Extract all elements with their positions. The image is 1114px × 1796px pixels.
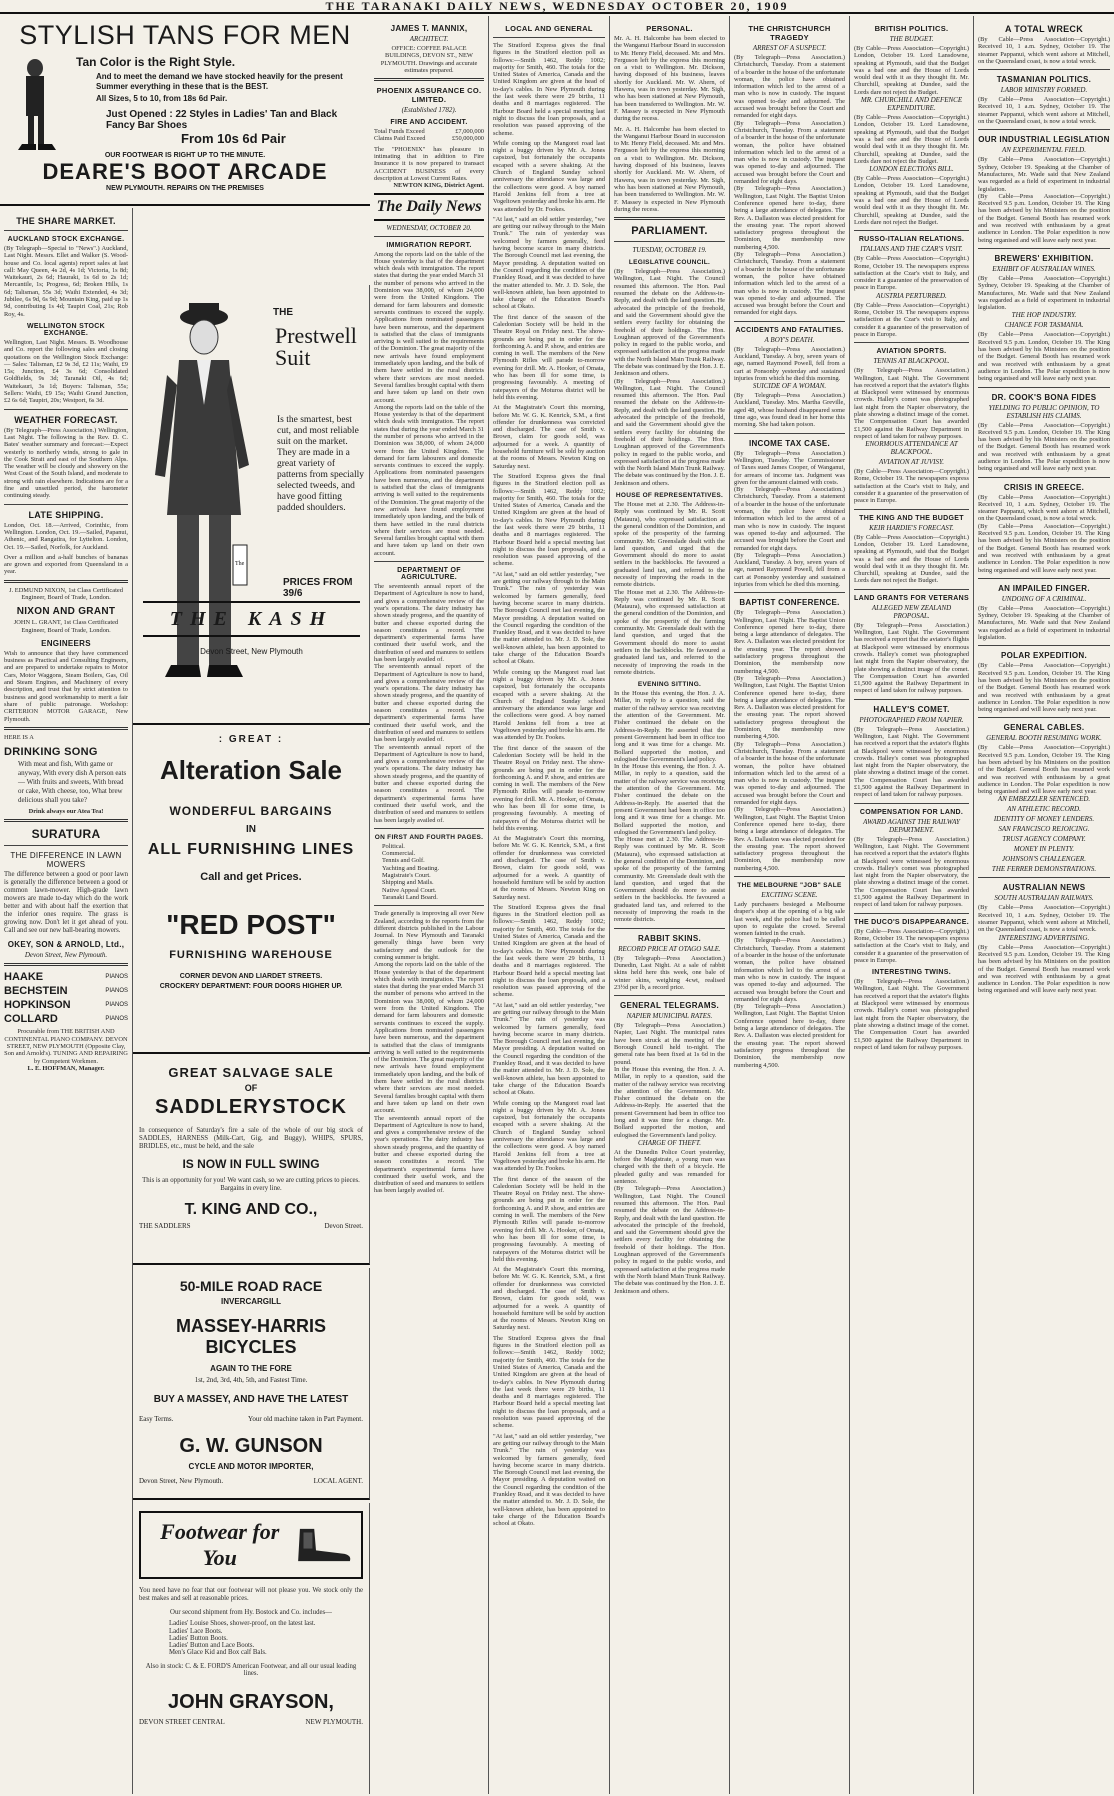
piano-bechstein: PIANOS BECHSTEIN [4, 985, 128, 998]
salvage-sale-ad [133, 1057, 370, 1265]
agriculture-text-cont: The seventeenth annual report of the Department of Agriculture is now to hand, and gives a comprehensive review of the year's operations. The dairy industry has shown steady progress, and the quantity of butter and cheese exported during the season constitutes a record. The department's experimental farms have continued their useful work, and the distribution of seed and manures to settlers has been largely availed of. [374, 663, 484, 744]
personal-text-cont: Mr. A. H. Halcombe has been elected to the Wanganui Harbour Board in succession to Mr. Henry Field, deceased. Mr. and Mrs. Ferguson left by the express this morning on a visit to Wellington. Mr. Dickson, having disposed of his business, leaves shortly for Auckland. Mr. W. Ahern, of Hawera, was in town yesterday. Mr. Sigh, who has been stationed at New Plymouth, has been transferred to Wellington. Mr. W. F. Massey is expected in New Plymouth during the recess. [614, 125, 725, 213]
boys-death-text: (By Telegraph—Press Association.) Auckland, Tuesday. A boy, seven years of age, named Raymond Powell, fell from a cart at Ponsonby yesterday and sustained injuries from which he died this morning. [734, 345, 845, 382]
tasmania-chance-sub: CHANCE FOR TASMANIA. [1004, 321, 1084, 330]
tasmanian-text: (By Cable—Press Association—Copyright.) Received 10, 1 a.m. Sydney, October 19. The steamer Pappanui, which went ashore at Mitchell, on the Queensland coast, is now a total wreck. [978, 96, 1110, 126]
alter-corner: CORNER DEVON AND LIARDET STREETS. [179, 973, 323, 980]
income-tax-text: (By Telegraph—Press Association.) Wellington, Tuesday. The Commissioner of Taxes sued James Cooper, of Wanganui, for arrears of income tax. Judgment was given for the amount claimed with costs. [734, 449, 845, 486]
nixon-credential: J. EDMUND NIXON, 1st Class Certificated Engineer, Board of Trade, London. [9, 586, 123, 601]
piano-company-text: Procurable from THE BRITISH AND CONTINENTAL PIANO COMPANY. DEVON STREET, NEW PLYMOUTH (Opposite Clay, Son and Arnold's). TUNING AND REPAIRING by Competent Workmen. [4, 1028, 128, 1065]
alter-crockery: CROCKERY DEPARTMENT: FOUR DOORS HIGHER UP. [159, 983, 343, 990]
okey-son-arnold: OKEY, SON & ARNOLD, Ltd., [7, 940, 125, 950]
prestwell-suit-ad [133, 285, 370, 725]
industrial-legislation-heading: OUR INDUSTRIAL LEGISLATION [978, 135, 1110, 145]
rabbit-skins-text: (By Telegraph—Press Association.) Dunedin, Last Night. At a sale of rabbit skins held here this week, one bale of winter skins, weighing 4cwt, realised 23½d per lb, a record price. [614, 954, 725, 991]
hop-text: (By Cable—Press Association—Copyright.) Received 9.5 p.m. London, October 19. The King has been advised by his Ministers on the position of the Budget. General Booth has resumed work and was received with enthusiasm by a great audience in London. The Polar expedition is now being organised and will leave early next year. [978, 331, 1110, 383]
suicide-sub: SUICIDE OF A WOMAN. [752, 382, 827, 391]
wellington-exchange-text: Wellington, Last Night. Messrs. B. Woodhouse and Co. report the following sales and closing quotations on the Wellington Stock Exchange:— Sales: Talisman, £2 9s 3d, £2 11s; Waihi, £9 15s; Junction, £4 3s 6d; Consolidated Goldfields, 9s 3d; Taranaki Oil, 4s 6d; Waitekauri, 3s 1d; Buyers: Talisman, 55s; Sellers: Waihi, £9 15s; Waihi Grand Junction, £2 6s 6d; Taupiri, 20s; Westport, 6s 3d. [4, 338, 128, 405]
personal-heading: PERSONAL. [646, 24, 693, 33]
local-text-14: The first dance of the season of the Caledonian Society will be held in the Theatre Royal on Friday next. The show-grounds are being put in order for the forthcoming A. and P. show, and entries are coming in well. The members of the New Plymouth Rifles will parade to-morrow evening for drill. Mr. A. Hooker, of Omata, who has been ill for some time, is progressing favourably. A meeting of ratepayers of the Moturoa district will be held this evening. [493, 1175, 605, 1263]
napier-rates-heading: NAPIER MUNICIPAL RATES. [626, 1012, 713, 1021]
boys-death-sub: A BOY'S DEATH. [764, 335, 815, 344]
mannix-title: ARCHITECT. [409, 35, 449, 43]
russo-italian-text: (By Cable—Press Association—Copyright.) Rome, October 19. The newspapers express satisfaction at the Czar's visit to Italy, and consider it a guarantee of the preservation of peace in Europe. [854, 255, 969, 292]
arrest-sub: ARREST OF A SUSPECT. [752, 44, 827, 52]
churchill-text: (By Cable—Press Association—Copyright.) London, October 19. Lord Lansdowne, speaking at Plymouth, said that the Budget was a bad one and the House of Lords would deal with it as they thought fit. Mr. Churchill, speaking at Dundee, said the Lords dare not reject the Budget. [854, 114, 969, 165]
criminal-sub: UNDOING OF A CRIMINAL. [1001, 594, 1087, 603]
agriculture-text: The seventeenth annual report of the Department of Agriculture is now to hand, and gives a comprehensive review of the year's operations. The dairy industry has shown steady progress, and the quantity of butter and cheese exported during the season constitutes a record. The department's experimental farms have continued their useful work, and the distribution of seed and manures to settlers has been largely availed of. [374, 583, 484, 663]
grayson-address: DEVON STREET CENTRAL NEW PLYMOUTH. [139, 1718, 363, 1727]
advertising-text: (By Cable—Press Association—Copyright.) Received 9.5 p.m. London, October 19. The King has been advised by his Ministers on the position of the Budget. General Booth has resumed work and was received with enthusiasm by a great audience in London. The Polar expedition is now being organised and will leave early next year. [978, 943, 1110, 995]
song-pre: HERE IS A [4, 733, 34, 741]
trade-text-cont2: The seventeenth annual report of the Department of Agriculture is now to hand, and gives a comprehensive review of the year's operations. The dairy industry has shown steady progress, and the quantity of butter and cheese exported during the season constitutes a record. The department's experimental farms have continued their useful work, and the distribution of seed and manures to settlers has been largely availed of. [374, 1114, 484, 1195]
australian-news-heading: AUSTRALIAN NEWS [1002, 883, 1086, 893]
phoenix-claims: Claims Paid Exceed £50,000,000 [374, 135, 484, 143]
money-lenders-sub: IDENTITY OF MONEY LENDERS. [993, 815, 1095, 824]
stylish-tans-ad [0, 16, 370, 206]
agriculture-heading: DEPARTMENT OF AGRICULTURE. [397, 567, 461, 582]
mh-again: AGAIN TO THE FORE [210, 1364, 292, 1373]
footwear-item: Ladies' Button Boots. [169, 1634, 228, 1642]
crisis-greece-text-cont: (By Cable—Press Association—Copyright.) Received 9.5 p.m. London, October 19. The King has been advised by his Ministers on the position of the Budget. General Booth has resumed work and was received with enthusiasm by a great audience in London. The Polar expedition is now being organised and will leave early next year. [978, 522, 1110, 574]
phoenix-established: (Established 1782). [401, 106, 457, 115]
keir-hardie-sub: KEIR HARDIE'S FORECAST. [869, 523, 954, 532]
pages-heading: ON FIRST AND FOURTH PAGES. [374, 833, 484, 841]
rabbit-skins-sub: RECORD PRICE AT OTAGO SALE. [618, 944, 721, 953]
local-text-17: "At last," said an old settler yesterday, "we are getting our railway through to the Main Trunk." The rain of yesterday was welcomed by farmers generally, feed having become scarce in many districts. The Borough Council met last evening, the Mayor presiding. A deputation waited on the Council regarding the condition of the Frankley Road, and it was decided to have the matter attended to. Mr. J. D. Sole, the well-known athlete, has been appointed to take charge of the Education Board's school at Okato. [493, 1432, 605, 1528]
local-text-12: "At last," said an old settler yesterday, "we are getting our railway through to the Main Trunk." The rain of yesterday was welcomed by farmers generally, feed having become scarce in many districts. The Borough Council met last evening, the Mayor presiding. A deputation waited on the Council regarding the condition of the Frankley Road, and it was decided to have the matter attended to. Mr. J. D. Sole, the well-known athlete, has been appointed to take charge of the Education Board's school at Okato. [493, 1001, 605, 1097]
legislative-council-text: (By Telegraph—Press Association.) Wellington, Last Night. The Council resumed this afternoon. The Hon. Paul resumed the debate on the Address-in-Reply, and dealt with the land question. He advocated the principle of the freehold, and said the Government should give the settlers every facility for obtaining the freehold of their holdings. The Hon. Loughnan approved of the Government's policy in regard to the public works, and expressed satisfaction at the progress made with the North Island Main Trunk Railway. The debate was continued by the Hon. J. E. Jenkinson and others. [614, 268, 725, 378]
immigration-heading: IMMIGRATION REPORT. [386, 241, 472, 249]
piano-hopkinson: PIANOS HOPKINSON [4, 999, 128, 1012]
johnsons-challenger-sub: JOHNSON'S CHALLENGER. [1002, 855, 1086, 864]
tragedy-text-cont: (By Telegraph—Press Association.) Christchurch, Tuesday. From a statement of a boarder in the house of the unfortunate woman, the police have obtained information which led to the arrest of a man who is now in custody. The inquest was opened to-day and adjourned. The accused was brought before the Court and remanded for eight days. [734, 119, 845, 186]
russo-italian-heading: RUSSO-ITALIAN RELATIONS. [858, 236, 965, 244]
aviation-heading: AVIATION SPORTS. [876, 348, 947, 356]
local-text-15: At the Magistrate's Court this morning, before Mr. W. G. K. Kenrick, S.M., a first offender for drunkenness was convicted and discharged. The case of Smith v. Brown, claim for goods sold, was adjourned for a week. A quantity of household furniture will be sold by auction at the rooms of Messrs. Newton King on Saturday next. [493, 1266, 605, 1332]
crisis-greece-text: (By Cable—Press Association—Copyright.) Received 10, 1 a.m. Sydney, October 19. The steamer Pappanui, which went ashore at Mitchell, on the Queensland coast, is now a total wreck. [978, 493, 1110, 523]
local-text-11: The Stratford Express gives the final figures in the Stratford election poll as follows:—Smith 1462, Reddy 1002; majority for Smith, 460. The totals for the United States of America, Canada and the United Kingdom are given at the head of to-day's cables. In New Plymouth during the last week there were 29 births, 11 deaths and 8 marriages registered. The Harbour Board held a special meeting last night to discuss the loan proposals, and a resolution was passed approving of the scheme. [493, 903, 605, 999]
legislative-council-text-cont: (By Telegraph—Press Association.) Wellington, Last Night. The Council resumed this afternoon. The Hon. Paul resumed the debate on the Address-in-Reply, and dealt with the land question. He advocated the principle of the freehold, and said the Government should give the settlers every facility for obtaining the freehold of their holdings. The Hon. Loughnan approved of the Government's policy in regard to the public works, and expressed satisfaction at the progress made with the North Island Main Trunk Railway. The debate was continued by the Hon. J. E. Jenkinson and others. [614, 377, 725, 487]
compensation-sub: AWARD AGAINST THE RAILWAY DEPARTMENT. [863, 817, 960, 834]
tennis-sub: TENNIS AT BLACKPOOL. [873, 357, 950, 366]
piano-collard: PIANOS COLLARD [4, 1013, 128, 1026]
footwear-item: Ladies' Lace Boots. [169, 1627, 223, 1635]
weather-heading: WEATHER FORECAST. [14, 414, 118, 425]
baptist-text: (By Telegraph—Press Association.) Wellington, Last Night. The Baptist Union Conference opened here to-day, there being a large attendance of delegates. The Rev. A. Dallaston was elected president for the ensuing year. The report showed satisfactory progress throughout the Dominion, the membership now numbering 4,500. [734, 609, 845, 675]
mh-places: 1st, 2nd, 3rd, 4th, 5th, and Fastest Time. [194, 1376, 308, 1384]
column-5 [610, 16, 730, 1794]
gunson-sub: CYCLE AND MOTOR IMPORTER, [188, 1462, 314, 1471]
trade-text-cont: Among the reports laid on the table of the House yesterday is that of the department which deals with immigration. The report states that during the year ended March 31 the number of persons who arrived in the Dominion was 38,000, of whom 24,000 were from the United Kingdom. The demand for farm labourers and domestic servants continues to exceed the supply. Applications from nominated passengers have been numerous, and the department is satisfied that the class of immigrants arriving is well suited to the requirements of the Dominion. The great majority of the new arrivals have found employment immediately upon landing, and the bulk of them have settled in the rural districts where their services are most needed. Several families brought capital with them and have taken up land on their own account. [374, 961, 484, 1115]
local-text-4: The first dance of the season of the Caledonian Society will be held in the Theatre Royal on Friday next. The show-grounds are being put in order for the forthcoming A. and P. show, and entries are coming in well. The members of the New Plymouth Rifles will parade to-morrow evening for drill. Mr. A. Hooker, of Omata, who has been ill for some time, is progressing favourably. A meeting of ratepayers of the Moturoa district will be held this evening. [493, 313, 605, 401]
mh-terms: Easy Terms. Your old machine taken in Part Payment. [139, 1415, 363, 1423]
parliament-date: TUESDAY, OCTOBER 19. [632, 246, 707, 255]
tans-description: And to meet the demand we have stocked heavily for the present Summer everything in these that is the BEST. [96, 72, 343, 91]
pages-item: Native Appeal Court. [382, 886, 437, 894]
tans-address: NEW PLYMOUTH. REPAIRS ON THE PREMISES [106, 185, 264, 192]
prestwell-the: THE [273, 307, 293, 318]
immigration-text-cont: Among the reports laid on the table of the House yesterday is that of the department which deals with immigration. The report states that during the year ended March 31 the number of persons who arrived in the Dominion was 38,000, of whom 24,000 were from the United Kingdom. The demand for farm labourers and domestic servants continues to exceed the supply. Applications from nominated passengers have been numerous, and the department is satisfied that the class of immigrants arriving is well suited to the requirements of the Dominion. The great majority of the new arrivals have found employment immediately upon landing, and the bulk of them have settled in the rural districts where their services are most needed. Several families brought capital with them and have taken up land on their own account. [374, 403, 484, 557]
melbourne-sale-heading: THE MELBOURNE "JOB" SALE [737, 881, 842, 889]
income-tax-text-cont: (By Telegraph—Press Association.) Christchurch, Tuesday. From a statement of a boarder in the house of the unfortunate woman, the police have obtained information which led to the arrest of a man who is now in custody. The inquest was opened to-day and adjourned. The accused was brought before the Court and remanded for eight days. [734, 486, 845, 552]
tragedy-text: (By Telegraph—Press Association.) Christchurch, Tuesday. From a statement of a boarder in the house of the unfortunate woman, the police have obtained information which led to the arrest of a man who is now in custody. The inquest was opened to-day and adjourned. The accused was brought before the Court and remanded for eight days. [734, 54, 845, 120]
pages-list [374, 843, 484, 901]
king-budget-heading: THE KING AND THE BUDGET [859, 514, 964, 522]
wellington-exchange-heading: WELLINGTON STOCK EXCHANGE. [26, 322, 106, 337]
melbourne-sale-text: Lady purchasers besieged a Melbourne draper's shop at the opening of a big sale last week, and the police had to be called upon to regulate the crowd. Several women fainted in the crush. [734, 900, 845, 938]
tans-price: From 10s 6d Pair [181, 131, 286, 146]
budget-text: (By Cable—Press Association—Copyright.) London, October 19. Lord Lansdowne, speaking at Plymouth, said that the Budget was a bad one and the House of Lords would deal with it as they thought fit. Mr. Churchill, speaking at Dundee, said the Lords dare not reject the Budget. [854, 45, 969, 96]
drinking-song-text: With meat and fish, With game or anyway, With every dish A person eats— With fruits and sweets, With bread or cake, With cheese, too, What brew delicious shall you take? [18, 760, 127, 805]
footwear-text: You need have no fear that our footwear will not please you. We stock only the best makes and sell at reasonable prices. [139, 1587, 363, 1602]
auckland-exchange-heading: AUCKLAND STOCK EXCHANGE. [7, 236, 125, 243]
prestwell-description: Is the smartest, best cut, and most reliable suit on the market. They are made in a great variety of patterns from specially selected tweeds, and have good fitting padded shoulders. [277, 415, 365, 513]
accidents-heading: ACCIDENTS AND FATALITIES. [735, 326, 844, 334]
shipping-heading: LATE SHIPPING. [28, 509, 104, 520]
alteration-sale-ad [133, 728, 370, 1054]
furnishing-warehouse: FURNISHING WAREHOUSE [169, 949, 333, 961]
tragedy-text-cont2: (By Telegraph—Press Association.) Wellington, Last Night. The Baptist Union Conference opened here to-day, there being a large attendance of delegates. The Rev. A. Dallaston was elected president for the ensuing year. The report showed satisfactory progress throughout the Dominion, the membership now numbering 4,500. [734, 185, 845, 251]
australian-news-text: (By Cable—Press Association—Copyright.) Received 10, 1 a.m. Sydney, October 19. The steamer Pappanui, which went ashore at Mitchell, on the Queensland coast, is now a total wreck. [978, 904, 1110, 934]
alter-title: Alteration Sale [159, 755, 343, 785]
lawn-mowers-heading: THE DIFFERENCE IN LAWN MOWERS [10, 851, 122, 870]
alter-great: : GREAT : [218, 734, 284, 745]
personal-text: Mr. A. H. Halcombe has been elected to the Wanganui Harbour Board in succession to Mr. Henry Field, deceased. Mr. and Mrs. Ferguson left by the express this morning on a visit to Wellington. Mr. Dickson, having disposed of his business, leaves shortly for Auckland. Mr. W. Ahern, of Hawera, was in town yesterday. Mr. Sigh, who has been stationed at New Plymouth, has been transferred to Wellington. Mr. W. F. Massey is expected in New Plymouth during the recess. [614, 35, 725, 123]
local-text-6: The Stratford Express gives the final figures in the Stratford election poll as follows:—Smith 1462, Reddy 1002; majority for Smith, 460. The totals for the United States of America, Canada and the United Kingdom are given at the head of to-day's cables. In New Plymouth during the last week there were 29 births, 11 deaths and 8 marriages registered. The Harbour Board held a special meeting last night to discuss the loan proposals, and a resolution was passed approving of the scheme. [493, 472, 605, 568]
footwear-shipment: Our second shipment from Hy. Bostock and Co. includes— [170, 1609, 332, 1616]
agriculture-text-cont2: The seventeenth annual report of the Department of Agriculture is now to hand, and gives a comprehensive review of the year's operations. The dairy industry has shown steady progress, and the quantity of butter and cheese exported during the season constitutes a record. The department's experimental farms have continued their useful work, and the distribution of seed and manures to settlers has been largely availed of. [374, 743, 484, 824]
phoenix-text: The "PHOENIX" has pleasure in intimating that in addition to Fire Insurance it is now prepared to transact ACCIDENT BUSINESS of every description at Lowest Current Rates. [374, 145, 484, 182]
king-address: THE SADDLERS Devon Street. [139, 1222, 363, 1230]
russo-italian-sub: ITALIANS AND THE CZAR'S VISIT. [860, 245, 963, 254]
british-politics-heading: BRITISH POLITICS. [874, 24, 949, 33]
house-heading: HOUSE OF REPRESENTATIVES. [615, 492, 724, 500]
sa-railways-sub: SOUTH AUSTRALIAN RAILWAYS. [994, 894, 1094, 903]
footwear-ad [133, 1503, 370, 1794]
phoenix-fire: FIRE AND ACCIDENT. [390, 119, 468, 127]
svg-text:The: The [235, 561, 245, 567]
trust-agency-sub: TRUST AGENCY COMPANY. [1002, 835, 1086, 844]
money-plenty-sub: MONEY IN PLENTY. [1013, 845, 1075, 854]
rabbit-skins-heading: RABBIT SKINS. [637, 933, 701, 943]
general-telegrams-heading: GENERAL TELEGRAMS. [619, 1001, 720, 1011]
polar-text: (By Cable—Press Association—Copyright.) Received 9.5 p.m. London, October 19. The King has been advised by his Ministers on the position of the Budget. General Booth has resumed work and was received with enthusiasm by a great audience in London. The Polar expedition is now being organised and will leave early next year. [978, 662, 1110, 714]
duco-heading: THE DUCO'S DISAPPEARANCE. [854, 918, 969, 926]
experimental-field-sub: AN EXPERIMENTAL FIELD. [1002, 146, 1086, 155]
suratura-heading: SURATURA [31, 827, 101, 842]
alter-bargains: WONDERFUL BARGAINS [169, 804, 333, 818]
tasmanian-politics-heading: TASMANIAN POLITICS. [996, 75, 1092, 85]
finger-text: (By Cable—Press Association—Copyright.) Sydney, October 19. Speaking at the Chamber of Manufactures, Mr. Wade said that New Zealand was regarded as a field of experiment in industrial legislation. [978, 604, 1110, 642]
column-3 [370, 16, 489, 1794]
phoenix-agent: NEWTON KING, District Agent. [393, 182, 484, 190]
king-and-co: T. KING AND CO., [184, 1201, 318, 1218]
local-text-9: The first dance of the season of the Caledonian Society will be held in the Theatre Royal on Friday next. The show-grounds are being put in order for the forthcoming A. and P. show, and entries are coming in well. The members of the New Plymouth Rifles will parade to-morrow evening for drill. Mr. A. Hooker, of Omata, who has been ill for some time, is progressing favourably. A meeting of ratepayers of the Moturoa district will be held this evening. [493, 744, 605, 832]
pages-item: Commercial. [382, 850, 416, 858]
elections-bill-text: (By Cable—Press Association—Copyright.) London, October 19. Lord Lansdowne, speaking at Plymouth, said that the Budget was a bad one and the House of Lords would deal with it as they thought fit. Mr. Churchill, speaking at Dundee, said the Lords dare not reject the Budget. [854, 175, 969, 226]
napier-rates-text-cont: In the House this evening, the Hon. J. A. Millar, in reply to a question, said the matter of the railway service was receiving the attention of the Government. Mr. Fisher continued the debate on the Address-in-Reply. He asserted that the present Government had been in office too long and it was time for a change. Mr. Bollard supported the motion, and eulogised the Government's land policy. [614, 1065, 725, 1139]
melbourne-sale-text-cont2: (By Telegraph—Press Association.) Wellington, Last Night. The Baptist Union Conference opened here to-day, there being a large attendance of delegates. The Rev. A. Dallaston was elected president for the ensuing year. The report showed satisfactory progress throughout the Dominion, the membership now numbering 4,500. [734, 1003, 845, 1069]
massey-harris-title: MASSEY-HARRIS BICYCLES [175, 1316, 327, 1357]
polar-expedition-heading: POLAR EXPEDITION. [1001, 651, 1087, 661]
boot-icon [291, 1523, 353, 1567]
bananas-note: Over a million and a-half bunches of bananas are grown and exported from Queensland in a year. [4, 553, 128, 576]
local-text-1: The Stratford Express gives the final figures in the Stratford election poll as follows:—Smith 1462, Reddy 1002; majority for Smith, 460. The totals for the United States of America, Canada and the United Kingdom are given at the head of to-day's cables. In New Plymouth during the last week there were 29 births, 11 deaths and 8 marriages registered. The Harbour Board held a special meeting last night to discuss the loan proposals, and a resolution was passed approving of the scheme. [493, 42, 605, 137]
theft-text-cont: (By Telegraph—Press Association.) Wellington, Last Night. The Council resumed this afternoon. The Hon. Paul resumed the debate on the Address-in-Reply, and dealt with the land question. He advocated the principle of the freehold, and said the Government should give the settlers every facility for obtaining the freehold of their holdings. The Hon. Loughnan approved of the Government's policy in regard to the public works, and expressed satisfaction at the progress made with the North Island Main Trunk Railway. The debate was continued by the Hon. J. E. Jenkinson and others. [614, 1185, 725, 1295]
melbourne-sale-sub: EXCITING SCENE. [761, 890, 818, 899]
baptist-text-cont3: (By Telegraph—Press Association.) Wellington, Last Night. The Baptist Union Conference opened here to-day, there being a large attendance of delegates. The Rev. A. Dallaston was elected president for the ensuing year. The report showed satisfactory progress throughout the Dominion, the membership now numbering 4,500. [734, 806, 845, 872]
drinking-song-heading: DRINKING SONG [4, 746, 98, 759]
trade-text: Trade generally is improving all over New Zealand, according to the reports from the different districts published in the Labour Journal. In New Plymouth and Taranaki generally things have been very satisfactory and the outlook for the coming summer is bright. [374, 910, 484, 961]
crisis-greece-heading: CRISIS IN GREECE. [1003, 482, 1085, 492]
saddlery-stock: SADDLERYSTOCK [155, 1096, 347, 1118]
baptist-text-cont2: (By Telegraph—Press Association.) Christchurch, Tuesday. From a statement of a boarder in the house of the unfortunate woman, the police have obtained information which led to the arrest of a man who is now in custody. The inquest was opened to-day and adjourned. The accused was brought before the Court and remanded for eight days. [734, 740, 845, 807]
halleys-comet-text: (By Telegraph—Press Association.) Wellington, Last Night. The Government has received a report that the aviator's flights at Blackpool were witnessed by enormous crowds. Halley's comet was photographed last night from the Napier observatory, the plate showing a distinct image of the comet. The Compensation Court has awarded £1,500 against the Railway Department in respect of land taken for railway purposes. [854, 725, 969, 799]
deares-boot-arcade: DEARE'S BOOT ARCADE [42, 159, 328, 184]
twins-heading: INTERESTING TWINS. [872, 969, 951, 977]
massey-harris-ad [133, 1268, 370, 1500]
land-grants-heading: LAND GRANTS FOR VETERANS [854, 594, 969, 602]
churchill-sub: MR. CHURCHILL AND DEFENCE EXPENDITURE. [860, 96, 963, 113]
booth-sub: GENERAL BOOTH RESUMING WORK. [986, 734, 1102, 743]
tans-subtitle: Tan Color is the Right Style. [76, 55, 236, 69]
grant-credential: JOHN L. GRANT, 1st Class Certificated Engineer, Board of Trade, London. [13, 619, 119, 634]
alter-call: Call and get Prices. [200, 871, 302, 883]
baptist-conference-heading: BAPTIST CONFERENCE. [739, 598, 840, 608]
the-kash-brand: THE KASH [143, 601, 360, 637]
mannix-name: JAMES T. MANNIX, [390, 24, 468, 33]
footwear-item: Ladies' Button and Lace Boots. [169, 1642, 255, 1650]
melbourne-sale-text-cont: (By Telegraph—Press Association.) Christchurch, Tuesday. From a statement of a boarder in the house of the unfortunate woman, the police have obtained information which led to the arrest of a man who is now in custody. The inquest was opened to-day and adjourned. The accused was brought before the Court and remanded for eight days. [734, 937, 845, 1003]
industrial-text-cont: (By Cable—Press Association—Copyright.) Received 9.5 p.m. London, October 19. The King has been advised by his Ministers on the position of the Budget. General Booth has resumed work and was received with enthusiasm by a great audience in London. The Polar expedition is now being organised and will leave early next year. [978, 192, 1110, 244]
land-grants-text: (By Telegraph—Press Association.) Wellington, Last Night. The Government has received a report that the aviator's flights at Blackpool were witnessed by enormous crowds. Halley's comet was photographed last night from the Napier observatory, the plate showing a distinct image of the comet. The Compensation Court has awarded £1,500 against the Railway Department in respect of land taken for railway purposes. [854, 621, 969, 695]
daily-news-masthead: The Daily News [374, 193, 484, 221]
footwear-item: Men's Glace Kid and Box calf Bals. [169, 1649, 267, 1657]
napier-rates-text: (By Telegraph—Press Association.) Napier, Last Night. The municipal rates have been struck at the meeting of the Borough Council held to-night. The general rate has been fixed at 1s 6d in the pound. [614, 1022, 725, 1066]
ferrer-sub: THE FERRER DEMONSTRATIONS. [991, 865, 1097, 874]
budget-sub: THE BUDGET. [889, 35, 934, 43]
local-text-10: At the Magistrate's Court this morning, before Mr. W. G. K. Kenrick, S.M., a first offender for drunkenness was convicted and discharged. The case of Smith v. Brown, claim for goods sold, was adjourned for a week. A quantity of household furniture will be sold by auction at the rooms of Messrs. Newton King on Saturday next. [493, 835, 605, 901]
local-text-2: While coming up the Mangorei road last night a buggy driven by Mr. A. Jones capsized, but fortunately the occupants escaped with a severe shaking. At the Church of England Sunday school anniversary the attendance was large and the collections were good. A boy named Harold Jenkins fell from a tree at Vogeltown yesterday and broke his arm. He was attended by Dr. Fookes. [493, 139, 605, 213]
mh-buy: BUY A MASSEY, AND HAVE THE LATEST [153, 1394, 349, 1405]
king-budget-text: (By Cable—Press Association—Copyright.) London, October 19. Lord Lansdowne, speaking at Plymouth, said that the Budget was a bad one and the House of Lords would deal with it as they thought fit. Mr. Churchill, speaking at Dundee, said the Lords dare not reject the Budget. [854, 533, 969, 585]
australian-wines-sub: EXHIBIT OF AUSTRALIAN WINES. [992, 264, 1096, 273]
dr-cook-heading: DR. COOK'S BONA FIDES [991, 392, 1097, 402]
gw-gunson: G. W. GUNSON [179, 1435, 323, 1457]
juvisy-sub: AVIATION AT JUVISY. [879, 458, 944, 467]
piano-haake: PIANOS HAAKE [4, 971, 128, 984]
brewers-text: (By Cable—Press Association—Copyright.) Sydney, October 19. Speaking at the Chamber of Manufactures, Mr. Wade said that New Zealand was regarded as a field of experiment in industrial legislation. [978, 274, 1110, 312]
immigration-text: Among the reports laid on the table of the House yesterday is that of the department which deals with immigration. The report states that during the year ended March 31 the number of persons who arrived in the Dominion was 38,000, of whom 24,000 were from the United Kingdom. The demand for farm labourers and domestic servants continues to exceed the supply. Applications from nominated passengers have been numerous, and the department is satisfied that the class of immigrants arriving is well suited to the requirements of the Dominion. The great majority of the new arrivals have found employment immediately upon landing, and the bulk of them have settled in the rural districts where their services are most needed. Several families brought capital with them and have taken up land on their own account. [374, 250, 484, 404]
salvage-full-swing: IS NOW IN FULL SWING [182, 1157, 320, 1171]
masthead: THE TARANAKI DAILY NEWS, WEDNESDAY OCTOBER 20, 1909 [0, 0, 1114, 14]
piano-list [4, 970, 128, 1026]
weather-text: (By Telegraph—Press Association.) Wellington, Last Night. The following is the Rev. D. C. Bates' weather summary and forecast:—Expect westerly to northerly winds, strong to gale in the Cook Strait and east of the Southern Alps. The weather will be cloudy and showery on the West Coast of the South Island, and moderate to strong with rain elsewhere. Indications are for a fine and unsettled period, the barometer continuing steady. [4, 426, 128, 500]
alter-furnishing-lines: ALL FURNISHING LINES [147, 841, 355, 858]
mannix-text: OFFICE: COFFEE PALACE BUILDINGS, DEVON ST., NEW PLYMOUTH. Drawings and accurate estimates prepared. [380, 45, 478, 74]
total-wreck-heading: A TOTAL WRECK [1004, 24, 1084, 34]
tragedy-text-cont3: (By Telegraph—Press Association.) Christchurch, Tuesday. From a statement of a boarder in the house of the unfortunate woman, the police have obtained information which led to the arrest of a man who is now in custody. The inquest was opened to-day and adjourned. The accused was brought before the Court and remanded for eight days. [734, 251, 845, 317]
suicide-text: (By Telegraph—Press Association.) Auckland, Tuesday. Mrs. Martha Greville, aged 48, whose husband disappeared some time ago, was found dead in her home this morning. She had taken poison. [734, 392, 845, 429]
phoenix-heading: PHOENIX ASSURANCE CO. LIMITED. [376, 86, 482, 105]
column-7 [850, 16, 974, 1794]
duco-text: (By Cable—Press Association—Copyright.) Rome, October 19. The newspapers express satisfaction at the Czar's visit to Italy, and consider it a guarantee of the preservation of peace in Europe. [854, 927, 969, 964]
column-1 [0, 208, 133, 1794]
salvage-text: In consequence of Saturday's fire a sale of the whole of our big stock of SADDLES, HARNESS (Milk-Cart, Gig, and Buggy), WHIPS, SPURS, BRIDLES, etc., must be held, and the sale [139, 1127, 363, 1150]
tans-title: STYLISH TANS FOR MEN [19, 20, 351, 50]
total-wreck-text: (By Cable—Press Association—Copyright.) Received 10, 1 a.m. Sydney, October 19. The steamer Pappanui, which went ashore at Mitchell, on the Queensland coast, is now a total wreck. [978, 36, 1110, 65]
dr-cook-sub: YIELDING TO PUBLIC OPINION, TO ESTABLISH HIS CLAIMS. [988, 403, 1100, 420]
prestwell-price: PRICES FROM 39/6 [283, 577, 353, 599]
compensation-text: (By Telegraph—Press Association.) Wellington, Last Night. The Government has received a report that the aviator's flights at Blackpool were witnessed by enormous crowds. Halley's comet was photographed last night from the Napier observatory, the plate showing a distinct image of the comet. The Compensation Court has awarded £1,500 against the Railway Department in respect of land taken for railway purposes. [854, 835, 969, 909]
footwear-item: Ladies' Louise Shoes, shower-proof, on the latest last. [169, 1620, 316, 1628]
tans-sizes: All Sizes, 5 to 10, from 18s 6d Pair. [96, 94, 228, 103]
advertising-sub: INTERESTING ADVERTISING. [998, 933, 1090, 942]
evening-sitting-text: In the House this evening, the Hon. J. A. Millar, in reply to a question, said the matter of the railway service was receiving the attention of the Government. Mr. Fisher continued the debate on the Address-in-Reply. He asserted that the present Government had been in office too long and it was time for a change. Mr. Bollard supported the motion, and eulogised the Government's land policy. [614, 690, 725, 763]
juvisy-text: (By Cable—Press Association—Copyright.) Rome, October 19. The newspapers express satisfaction at the Czar's visit to Italy, and consider it a guarantee of the preservation of peace in Europe. [854, 468, 969, 505]
shoe-figure-icon [8, 56, 63, 151]
embezzler-sub: AN EMBEZZLER SENTENCED. [997, 795, 1091, 804]
cables-text: (By Cable—Press Association—Copyright.) Received 9.5 p.m. London, October 19. The King has been advised by his Ministers on the position of the Budget. General Booth has resumed work and was received with enthusiasm by a great audience in London. The Polar expedition is now being organised and will leave early next year. [978, 744, 1110, 796]
pages-item: Shipping and Mails. [382, 879, 434, 887]
impailed-finger-heading: AN IMPAILED FINGER. [998, 583, 1090, 593]
footwear-title: Footwear for You [160, 1519, 280, 1570]
salvage-title: GREAT SALVAGE SALE [168, 1065, 334, 1080]
evening-sitting-text-cont2: The House met at 2.30. The Address-in-Reply was continued by Mr. R. Scott (Mataura), who expressed satisfaction at the general condition of the Dominion, and spoke of the prosperity of the farming community. Mr. Greenslade dealt with the land question, and urged that the Government should do more to assist settlers in the backblocks. He favoured a graduated land tax, and referred to the necessity of improving the roads in the remote districts. [614, 836, 725, 924]
attendance-sub: ENORMOUS ATTENDANCE AT BLACKPOOL. [865, 440, 958, 457]
race-place: INVERCARGILL [221, 1297, 281, 1306]
twins-text: (By Telegraph—Press Association.) Wellington, Last Night. The Government has received a report that the aviator's flights at Blackpool were witnessed by enormous crowds. Halley's comet was photographed last night from the Napier observatory, the plate showing a distinct image of the comet. The Compensation Court has awarded £1,500 against the Railway Department in respect of land taken for railway purposes. [854, 978, 969, 1051]
pages-item: Tennis and Golf. [382, 857, 425, 865]
hop-industry-sub: THE HOP INDUSTRY. [1011, 311, 1077, 320]
theft-text: At the Dunedin Police Court yesterday, before the Magistrate, a young man was charged with the theft of a bicycle. He pleaded guilty and was remanded for sentence. [614, 1148, 725, 1186]
piano-manager: L. E. HOFFMAN, Manager. [27, 1064, 105, 1072]
engineers-text: Wish to announce that they have commenced business as Practical and Consulting Engineers, and are prepared to undertake repairs to Motor Cars, Motor Waggons, Steam Boilers, Gas, Oil and Steam Engines, and Machinery of every description, and trust that by strict attention to business and good workmanship to merit a fair share of public patronage. Workshop: CRITERION MOTOR GARAGE, New Plymouth. [4, 649, 128, 723]
share-market-heading: THE SHARE MARKET. [16, 216, 116, 226]
elections-bill-sub: LONDON ELECTIONS BILL. [869, 165, 954, 174]
prestwell-address: Devon Street, New Plymouth [200, 647, 303, 656]
dr-cook-text: (By Cable—Press Association—Copyright.) Received 9.5 p.m. London, October 19. The King has been advised by his Ministers on the position of the Budget. General Booth has resumed work and was received with enthusiasm by a great audience in London. The Polar expedition is now being organised and will leave early next year. [978, 421, 1110, 473]
industrial-text: (By Cable—Press Association—Copyright.) Sydney, October 19. Speaking at the Chamber of Manufactures, Mr. Wade said that New Zealand was regarded as a field of experiment in industrial legislation. [978, 156, 1110, 193]
land-grants-sub: ALLEGED NEW ZEALAND PROPOSAL. [871, 603, 952, 620]
tans-just-opened: Just Opened : 22 Styles in Ladies' Tan and Black Fancy Bar Shoes [106, 109, 338, 131]
pages-item: Yachting and Boating. [382, 864, 440, 872]
footwear-also: Also in stock: C. & E. FORD'S American Footwear, and all our usual leading lines. [145, 1662, 357, 1678]
local-text-8: While coming up the Mangorei road last night a buggy driven by Mr. A. Jones capsized, but fortunately the occupants escaped with a severe shaking. At the Church of England Sunday school anniversary the attendance was large and the collections were good. A boy named Harold Jenkins fell from a tree at Vogeltown yesterday and broke his arm. He was attended by Dr. Fookes. [493, 668, 605, 742]
athletic-sub: AN ATHLETIC RECORD. [1007, 805, 1081, 814]
halleys-comet-sub: PHOTOGRAPHED FROM NAPIER. [859, 715, 964, 724]
salvage-of: OF [244, 1083, 258, 1093]
gunson-address: Devon Street, New Plymouth. LOCAL AGENT. [139, 1477, 363, 1485]
lawn-mowers-text: The difference between a good or poor lawn is generally the difference between a good or common lawn-mower. High-grade lawn mowers are made to-day which do the work better and with about half the exertion that the inferior ones require. The grass is growing now. Don't let it get ahead of you. Call and see our new ball-bearing mowers. [4, 871, 128, 935]
brewers-exhibition-heading: BREWERS' EXHIBITION. [994, 253, 1094, 263]
labor-ministry-sub: LABOR MINISTRY FORMED. [1000, 86, 1088, 95]
column-4 [489, 16, 610, 1794]
austria-text: (By Cable—Press Association—Copyright.) Rome, October 19. The newspapers express satisfaction at the Czar's visit to Italy, and consider it a guarantee of the preservation of peace in Europe. [854, 301, 969, 338]
pages-item: Political. [382, 842, 405, 850]
evening-sitting-text-cont: In the House this evening, the Hon. J. A. Millar, in reply to a question, said the matter of the railway service was receiving the attention of the Government. Mr. Fisher continued the debate on the Address-in-Reply. He asserted that the present Government had been in office too long and it was time for a change. Mr. Bollard supported the motion, and eulogised the Government's land policy. [614, 763, 725, 836]
footwear-banner [139, 1511, 363, 1579]
local-text-16: The Stratford Express gives the final figures in the Stratford election poll as follows:—Smith 1462, Reddy 1002; majority for Smith, 460. The totals for the United States of America, Canada and the United Kingdom are given at the head of to-day's cables. In New Plymouth during the last week there were 29 births, 11 deaths and 8 marriages registered. The Harbour Board held a special meeting last night to discuss the loan proposals, and a resolution was passed approving of the scheme. [493, 1334, 605, 1430]
local-text-5: At the Magistrate's Court this morning, before Mr. W. G. K. Kenrick, S.M., a first offender for drunkenness was convicted and discharged. The case of Smith v. Brown, claim for goods sold, was adjourned for a week. A quantity of household furniture will be sold by auction at the rooms of Messrs. Newton King on Saturday next. [493, 404, 605, 470]
aviation-text: (By Telegraph—Press Association.) Wellington, Last Night. The Government has received a report that the aviator's flights at Blackpool were witnessed by enormous crowds. Halley's comet was photographed last night from the Napier observatory, the plate showing a distinct image of the comet. The Compensation Court has awarded £1,500 against the Railway Department in respect of land taken for railway purposes. [854, 367, 969, 440]
auckland-exchange-text: (By Telegraph—Special to "News".) Auckland, Last Night. Messrs. Ellet and Walker (S. Wood-house and Co. local agents) report sales at last call: May Queen, 4s 2d, 4s 1d; Victoria, 1s 8d; Waitekauri, 2s 6d; Hauraki, 1s 6d to 2s 1d; Mercantile, 1s; Progress, 6d; Broken Hills, 1s 6d; Talisman, 55s 3d; Waihi Extended, 4s 3d; Jubilee, 6s 9d, 6s 9d; Mountain King, paid up 1s 9d, contributing 1s 4d; Taupiri Coal, 21s; Rob Roy, 4s. [4, 245, 128, 318]
local-general-heading: LOCAL AND GENERAL [505, 24, 593, 33]
parliament-heading: PARLIAMENT. [631, 225, 708, 238]
daily-news-date: WEDNESDAY, OCTOBER 20. [386, 223, 472, 232]
okey-address: Devon Street, New Plymouth. [24, 951, 108, 960]
prestwell-name: Prestwell Suit [275, 323, 357, 370]
john-grayson: JOHN GRAYSON, [168, 1691, 334, 1714]
baptist-text-cont: (By Telegraph—Press Association.) Wellington, Last Night. The Baptist Union Conference opened here to-day, there being a large attendance of delegates. The Rev. A. Dallaston was elected president for the ensuing year. The report showed satisfactory progress throughout the Dominion, the membership now numbering 4,500. [734, 674, 845, 741]
alter-in: IN [246, 824, 256, 835]
nixon-grant-title: NIXON AND GRANT [16, 606, 116, 618]
column-8 [974, 16, 1114, 1794]
salvage-chance: This is an opportunity for you! We want cash, so we are cutting prices to pieces. Bargains in every line. [142, 1177, 360, 1192]
theft-heading: CHARGE OF THEFT. [637, 1138, 702, 1147]
income-tax-text-cont2: (By Telegraph—Press Association.) Auckland, Tuesday. A boy, seven years of age, named Raymond Powell, fell from a cart at Ponsonby yesterday and sustained injuries from which he died this morning. [734, 551, 845, 588]
red-post: "RED POST" [166, 909, 336, 940]
column-6 [730, 16, 850, 1794]
house-text: The House met at 2.30. The Address-in-Reply was continued by Mr. R. Scott (Mataura), who expressed satisfaction at the general condition of the Dominion, and spoke of the prosperity of the farming community. Mr. Greenslade dealt with the land question, and urged that the Government should do more to assist settlers in the backblocks. He favoured a graduated land tax, and referred to the necessity of improving the roads in the remote districts. [614, 501, 725, 589]
shipping-text: London, Oct. 18.—Arrived, Corinthic, from Wellington. London, Oct. 19.—Sailed, Papanui, Athenic, and Rangatira, for Lyttelton. London, Oct. 19.—Sailed, Norfolk, for Auckland. [4, 521, 128, 551]
evening-sitting-heading: EVENING SITTING. [637, 681, 702, 689]
engineers-heading: ENGINEERS [41, 638, 91, 648]
house-text-cont: The House met at 2.30. The Address-in-Reply was continued by Mr. R. Scott (Mataura), who expressed satisfaction at the general condition of the Dominion, and spoke of the prosperity of the farming community. Mr. Greenslade dealt with the land question, and urged that the Government should do more to assist settlers in the backblocks. He favoured a graduated land tax, and referred to the necessity of improving the roads in the remote districts. [614, 588, 725, 676]
local-text-7: "At last," said an old settler yesterday, "we are getting our railway through to the Main Trunk." The rain of yesterday was welcomed by farmers generally, feed having become scarce in many districts. The Borough Council met last evening, the Mayor presiding. A deputation waited on the Council regarding the condition of the Frankley Road, and it was decided to have the matter attended to. Mr. J. D. Sole, the well-known athlete, has been appointed to take charge of the Education Board's school at Okato. [493, 570, 605, 666]
footwear-items [139, 1620, 363, 1656]
local-text-3: "At last," said an old settler yesterday, "we are getting our railway through to the Main Trunk." The rain of yesterday was welcomed by farmers generally, feed having become scarce in many districts. The Borough Council met last evening, the Mayor presiding. A deputation waited on the Council regarding the condition of the Frankley Road, and it was decided to have the matter attended to. Mr. J. D. Sole, the well-known athlete, has been appointed to take charge of the Education Board's school at Okato. [493, 215, 605, 311]
pages-item: Taranaki Land Board. [382, 893, 438, 901]
legislative-council-heading: LEGISLATIVE COUNCIL. [628, 259, 711, 267]
road-race: 50-MILE ROAD RACE [179, 1278, 323, 1294]
san-francisco-sub: SAN FRANCISCO REJOICING. [998, 825, 1090, 834]
austria-sub: AUSTRIA PERTURBED. [876, 291, 947, 300]
halleys-comet-heading: HALLEY'S COMET. [873, 704, 950, 714]
compensation-heading: COMPENSATION FOR LAND. [859, 808, 964, 816]
general-cables-heading: GENERAL CABLES. [1003, 723, 1085, 733]
income-tax-heading: INCOME TAX CASE. [748, 438, 831, 448]
local-text-13: While coming up the Mangorei road last night a buggy driven by Mr. A. Jones capsized, but fortunately the occupants escaped with a severe shaking. At the Church of England Sunday school anniversary the attendance was large and the collections were good. A boy named Harold Jenkins fell from a tree at Vogeltown yesterday and broke his arm. He was attended by Dr. Fookes. [493, 1099, 605, 1173]
christchurch-tragedy-heading: THE CHRISTCHURCH TRAGEDY [748, 24, 831, 42]
pages-item: Magistrate's Court. [382, 872, 431, 880]
phoenix-funds: Total Funds Exceed £7,000,000 [374, 128, 484, 136]
atea-tea: Drink always our Atea Tea! [28, 808, 104, 816]
tans-footwear-line: OUR FOOTWEAR IS RIGHT UP TO THE MINUTE. [104, 152, 266, 159]
